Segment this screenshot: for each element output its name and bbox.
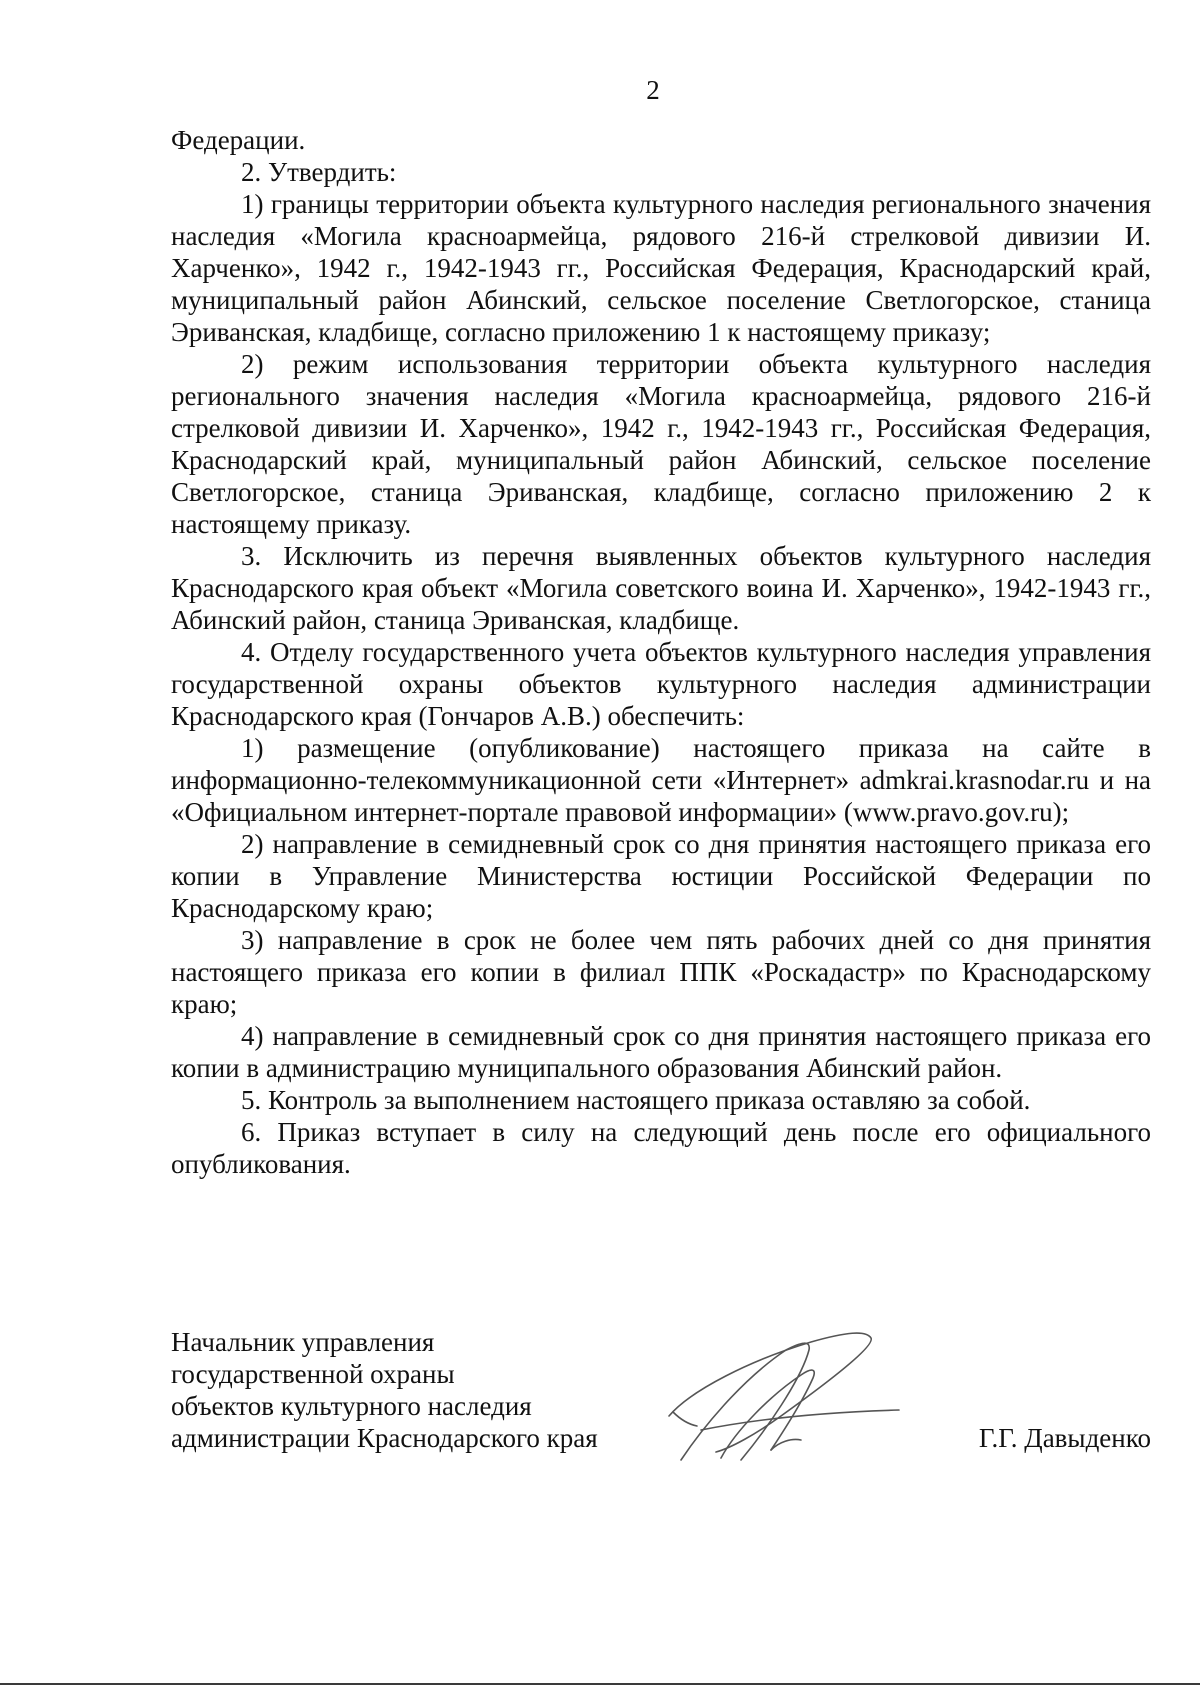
paragraph-1: 2. Утвердить:: [241, 157, 397, 187]
paragraph-9: 4) направление в семидневный срок со дня принятия настоящего приказа его копии в администрацию муниципального образования Абинский район.: [171, 1021, 1151, 1083]
signatory-title-line: государственной охраны: [171, 1359, 455, 1389]
paragraph-5: 4. Отделу государственного учета объектов культурного наследия управления государственной охраны объектов культурного наследия администрации Краснодарского края (Гончаров А.В.) обеспечить:: [171, 637, 1151, 731]
signatory-title-line: администрации Краснодарского края: [171, 1423, 598, 1453]
paragraph-11: 6. Приказ вступает в силу на следующий день после его официального опубликования.: [171, 1117, 1151, 1179]
page-number: 2: [646, 75, 660, 105]
signatory-title-line: Начальник управления: [171, 1327, 435, 1357]
paragraph-2: 1) границы территории объекта культурного наследия регионального значения наследия «Могила красноармейца, рядового 216-й стрелковой дивизии И. Харченко», 1942 г., 1942-1943 гг., Российская Федерация, Краснодарский край, муниципальный район Абинский, сельское поселение Светлогорское, станица Эриванская, кладбище, согласно приложению 1 к настоящему приказу;: [171, 189, 1151, 347]
paragraph-10: 5. Контроль за выполнением настоящего приказа оставляю за собой.: [241, 1085, 1031, 1115]
signatory-title: [171, 1326, 598, 1454]
page-bottom-rule: [0, 1683, 1200, 1685]
signatory-name: Г.Г. Давыденко: [978, 1423, 1151, 1453]
paragraph-6: 1) размещение (опубликование) настоящего приказа на сайте в информационно-телекоммуникационной сети «Интернет» admkrai.krasnodar.ru и на «Официальном интернет-портале правовой информации» (www.pravo.gov.ru);: [171, 733, 1151, 827]
document-body: [171, 124, 1151, 1180]
paragraph-0: Федерации.: [171, 125, 306, 155]
paragraph-4: 3. Исключить из перечня выявленных объектов культурного наследия Краснодарского края объект «Могила советского воина И. Харченко», 1942-1943 гг., Абинский район, станица Эриванская, кладбище.: [171, 541, 1151, 635]
signatory-title-line: объектов культурного наследия: [171, 1391, 532, 1421]
paragraph-3: 2) режим использования территории объекта культурного наследия регионального значения наследия «Могила красноармейца, рядового 216-й стрелковой дивизии И. Харченко», 1942 г., 1942-1943 гг., Российская Федерация, Краснодарский край, муниципальный район Абинский, сельское поселение Светлогорское, станица Эриванская, кладбище, согласно приложению 2 к настоящему приказу.: [171, 349, 1151, 539]
handwritten-signature-icon: [661, 1320, 901, 1470]
signature-block: [171, 1326, 1151, 1486]
paragraph-7: 2) направление в семидневный срок со дня принятия настоящего приказа его копии в Управление Министерства юстиции Российской Федерации по Краснодарскому краю;: [171, 829, 1151, 923]
paragraph-8: 3) направление в срок не более чем пять рабочих дней со дня принятия настоящего приказа его копии в филиал ППК «Роскадастр» по Краснодарскому краю;: [171, 925, 1151, 1019]
